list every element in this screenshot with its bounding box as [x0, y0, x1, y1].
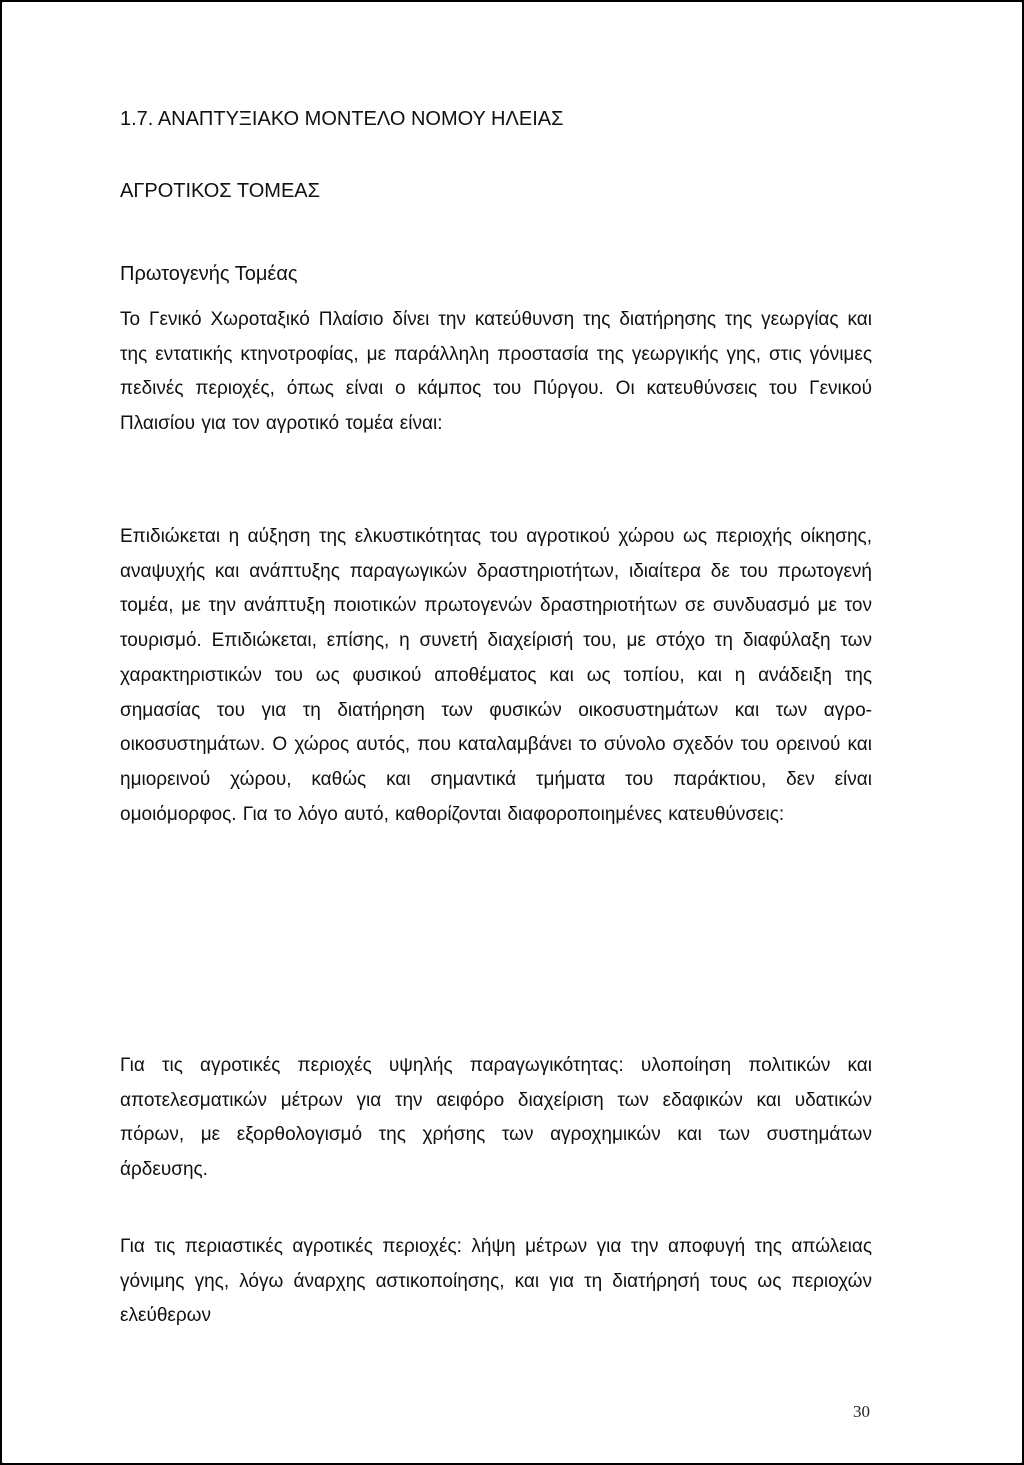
paragraph: Επιδιώκεται η αύξηση της ελκυστικότητας του αγροτικού χώρου ως περιοχής οίκησης, αναψυχής και ανάπτυξης παραγωγικών δραστηριοτήτων, ιδιαίτερα δε του πρωτογενή τομέα, με την ανάπτυξη ποιοτικών πρωτογενών δραστηριοτήτων σε συνδυασμό με τον τουρισμό. Επιδιώκεται, επίσης, η συνετή διαχείρισή του, με στόχο τη διαφύλαξη των χαρακτηριστικών του ως φυσικού αποθέματος και ως τοπίου, και η ανάδειξη της σημασίας του για τη διατήρηση των φυσικών οικοσυστημάτων και των αγρο-οικοσυστημάτων. Ο χώρος αυτός, που καταλαμβάνει το σύνολο σχεδόν του ορεινού και ημιορεινού χώρου, καθώς και σημαντικά τμήματα του παράκτιου, δεν είναι ομοιόμορφος. Για το λόγο αυτό, καθορίζονται διαφοροποιημένες κατευθύνσεις: [120, 526, 872, 825]
section-heading: 1.7. ΑΝΑΠΤΥΞΙΑΚΟ ΜΟΝΤΕΛΟ ΝΟΜΟΥ ΗΛΕΙΑΣ [120, 108, 564, 130]
subsector-heading: Πρωτογενής Τομέας [120, 263, 298, 285]
paragraph: Για τις περιαστικές αγροτικές περιοχές: λήψη μέτρων για την αποφυγή της απώλειας γόνιμης γης, λόγω άναρχης αστικοποίησης, και για τη διατήρησή τους ως περιοχών ελεύθερων [120, 1236, 872, 1327]
paragraph: Για τις αγροτικές περιοχές υψηλής παραγωγικότητας: υλοποίηση πολιτικών και αποτελεσματικών μέτρων για την αειφόρο διαχείριση των εδαφικών και υδατικών πόρων, με εξορθολογισμό της χρήσης των αγροχημικών και των συστημάτων άρδευσης. [120, 1055, 872, 1181]
paragraph: Το Γενικό Χωροταξικό Πλαίσιο δίνει την κατεύθυνση της διατήρησης της γεωργίας και της εντατικής κτηνοτροφίας, με παράλληλη προστασία της γεωργικής γης, στις γόνιμες πεδινές περιοχές, όπως είναι ο κάμπος του Πύργου. Οι κατευθύνσεις του Γενικού Πλαισίου για τον αγροτικό τομέα είναι: [120, 309, 872, 435]
sector-heading: ΑΓΡΟΤΙΚΟΣ ΤΟΜΕΑΣ [120, 180, 320, 202]
page-number: 30 [853, 1402, 870, 1421]
